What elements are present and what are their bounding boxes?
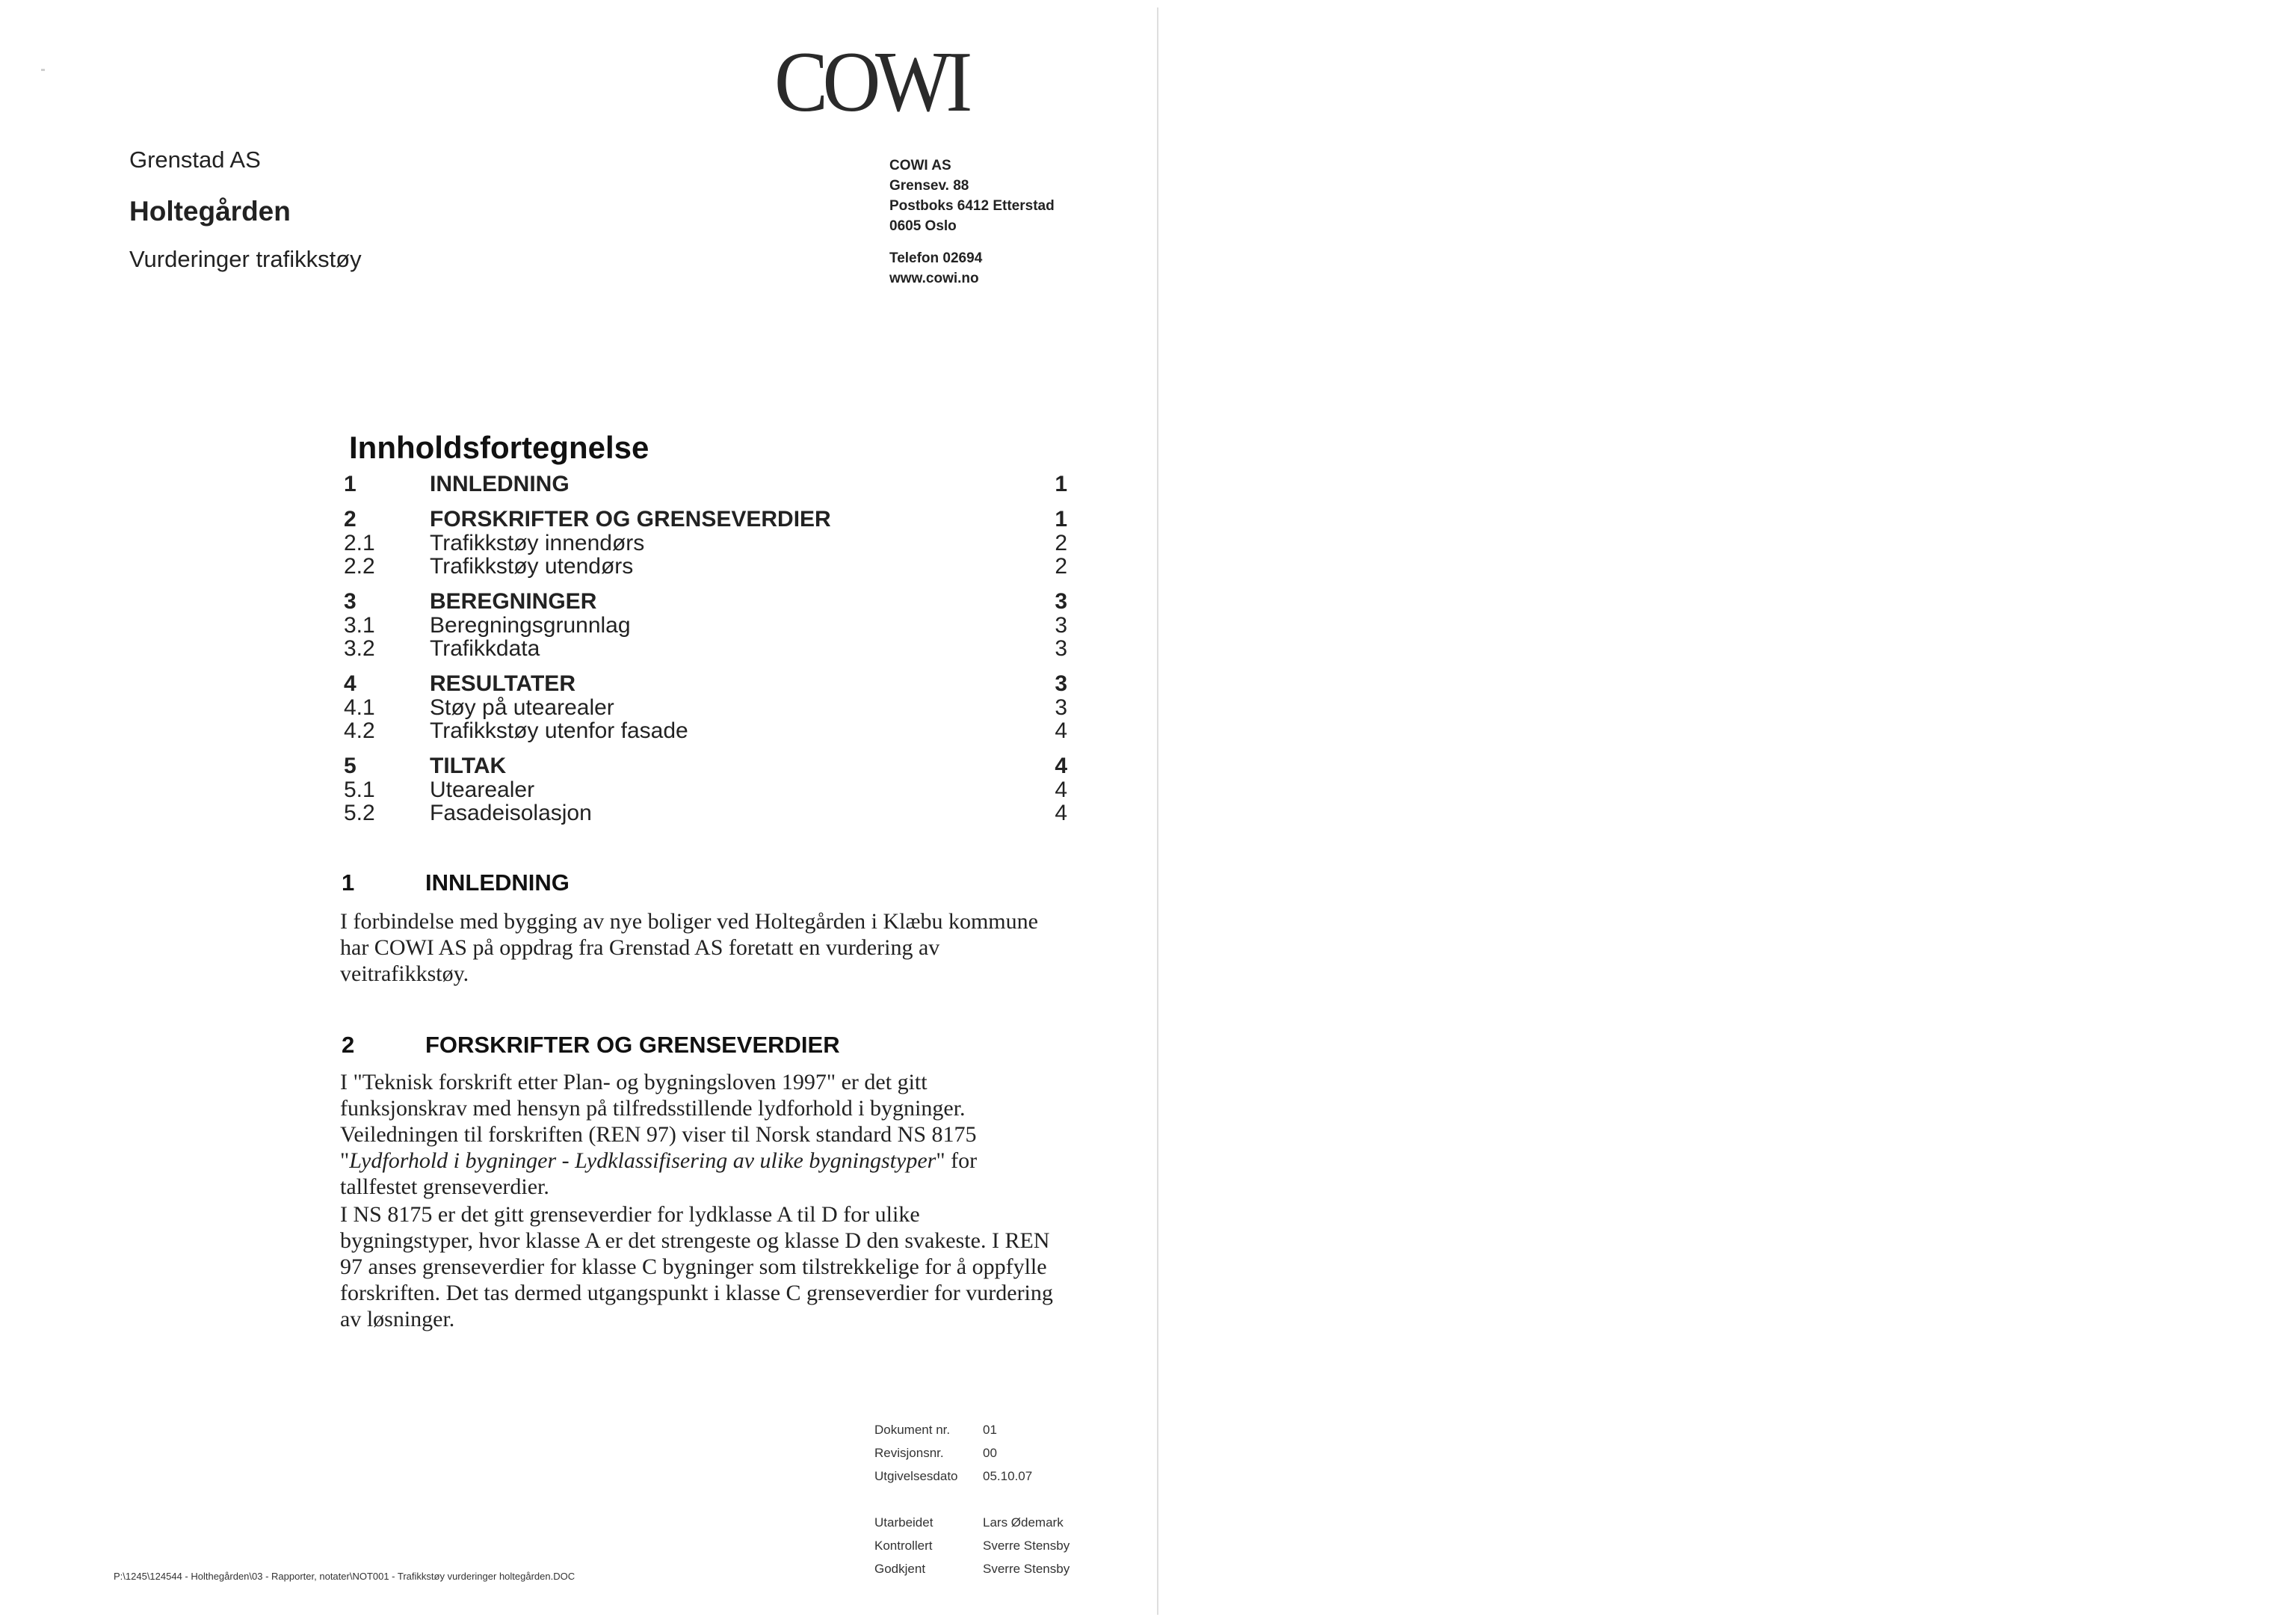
page-edge-divider xyxy=(1157,7,1158,1615)
section-2-paragraph-2: I NS 8175 er det gitt grenseverdier for lydklasse A til D for ulike bygningstyper, hvor klasse A er det strengeste og klasse D den svakeste. I REN 97 anses grenseverdier for klasse C bygninger som tilstrekkelige for å oppfylle forskriften. Det tas dermed utgangspunkt i klasse C grenseverdier for vurdering av løsninger. xyxy=(340,1202,1053,1331)
address-postbox: Postboks 6412 Etterstad xyxy=(889,198,1055,214)
project-title: Holtegården xyxy=(129,196,291,227)
address-city: 0605 Oslo xyxy=(889,218,957,234)
scan-artifact xyxy=(41,69,45,71)
toc-entry: 1 INNLEDNING 1 xyxy=(344,472,1067,496)
toc-entry: 2.2 Trafikkstøy utendørs 2 xyxy=(344,554,1067,579)
issue-date-row: Utgivelsesdato 05.10.07 xyxy=(874,1469,1033,1483)
doc-number-row: Dokument nr. 01 xyxy=(874,1423,997,1437)
client-company: Grenstad AS xyxy=(129,147,261,173)
contact-web: www.cowi.no xyxy=(889,271,979,286)
section-2-paragraph-1: I "Teknisk forskrift etter Plan- og bygningsloven 1997" er det gitt funksjonskrav med hensyn på tilfredsstillende lydforhold i bygninger. Veiledningen til forskriften (REN 97) viser til Norsk standard NS 8175 "Lydforhold i bygninger - Lydklassifisering av ulike bygningstyper" for tallfestet grenseverdier. xyxy=(340,1070,978,1199)
toc-entry: 2 FORSKRIFTER OG GRENSEVERDIER 1 xyxy=(344,507,1067,532)
document-info xyxy=(874,1418,1099,1493)
address-name: COWI AS xyxy=(889,158,951,173)
revision-row: Revisjonsnr. 00 xyxy=(874,1446,997,1460)
toc-entry: 5.2 Fasadeisolasjon 4 xyxy=(344,801,1067,825)
toc-entry: 3.1 Beregningsgrunnlag 3 xyxy=(344,613,1067,638)
toc-entry: 3.2 Trafikkdata 3 xyxy=(344,636,1067,661)
section-1-paragraph: I forbindelse med bygging av nye boliger ved Holtegården i Klæbu kommune har COWI AS på oppdrag fra Grenstad AS foretatt en vurdering av veitrafikkstøy. xyxy=(340,909,1038,986)
standard-title-italic: Lydforhold i bygninger - Lydklassifisering av ulike bygningstyper xyxy=(349,1148,936,1173)
toc-entry: 5.1 Utearealer 4 xyxy=(344,777,1067,802)
approval-info xyxy=(874,1511,1099,1586)
toc-entry: 3 BEREGNINGER 3 xyxy=(344,589,1067,614)
toc-entry: 4.2 Trafikkstøy utenfor fasade 4 xyxy=(344,718,1067,743)
toc-entry: 5 TILTAK 4 xyxy=(344,754,1067,778)
section-1-heading: 1 INNLEDNING xyxy=(342,869,570,896)
toc-title: Innholdsfortegnelse xyxy=(349,430,649,465)
section-2-heading: 2 FORSKRIFTER OG GRENSEVERDIER xyxy=(342,1032,840,1058)
address-street: Grensev. 88 xyxy=(889,178,969,194)
document-subtitle: Vurderinger trafikkstøy xyxy=(129,246,362,272)
company-contact xyxy=(889,248,982,289)
company-address xyxy=(889,155,1055,236)
checked-by-row: Kontrollert Sverre Stensby xyxy=(874,1539,1070,1553)
toc-entry: 4.1 Støy på utearealer 3 xyxy=(344,695,1067,720)
contact-phone: Telefon 02694 xyxy=(889,250,983,266)
cowi-logo: COWI xyxy=(774,34,967,130)
file-path-footer: P:\1245\124544 - Holthegården\03 - Rapporter, notater\NOT001 - Trafikkstøy vurderinger holtegården.DOC xyxy=(114,1571,575,1582)
toc-entry: 2.1 Trafikkstøy innendørs 2 xyxy=(344,531,1067,555)
toc-entry: 4 RESULTATER 3 xyxy=(344,671,1067,696)
prepared-by-row: Utarbeidet Lars Ødemark xyxy=(874,1515,1064,1530)
approved-by-row: Godkjent Sverre Stensby xyxy=(874,1562,1070,1576)
